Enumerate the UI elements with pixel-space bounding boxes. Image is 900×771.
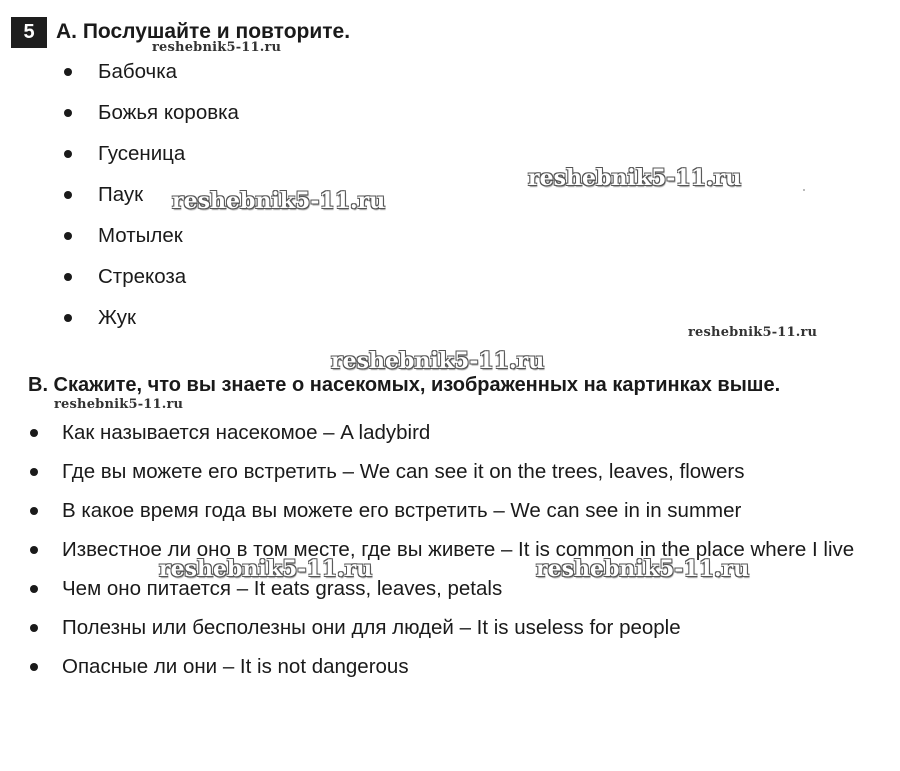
watermark: reshebnik5-11.ru [536, 556, 750, 582]
exercise-number-badge: 5 [11, 17, 47, 48]
list-item: Стрекоза [60, 265, 239, 306]
watermark: reshebnik5-11.ru [152, 40, 282, 55]
section-b-list [25, 413, 895, 686]
bullet-icon [64, 273, 72, 281]
watermark: reshebnik5-11.ru [172, 188, 386, 214]
list-item: В какое время года вы можете его встретить – We can see in in summer [25, 491, 895, 530]
watermark: reshebnik5-11.ru [528, 165, 742, 191]
bullet-icon [30, 663, 38, 671]
list-item: Мотылек [60, 224, 239, 265]
list-item: Бабочка [60, 60, 239, 101]
bullet-icon [30, 624, 38, 632]
section-a-heading: A. Послушайте и повторите. [56, 20, 351, 43]
watermark: reshebnik5-11.ru [331, 348, 545, 374]
bullet-icon [30, 546, 38, 554]
bullet-icon [64, 232, 72, 240]
list-item: Как называется насекомое – A ladybird [25, 413, 895, 452]
list-item: Где вы можете его встретить – We can see it on the trees, leaves, flowers [25, 452, 895, 491]
bullet-icon [64, 314, 72, 322]
list-item: Жук [60, 306, 239, 347]
list-item: Паук [60, 183, 239, 224]
watermark: reshebnik5-11.ru [54, 397, 184, 412]
bullet-icon [30, 585, 38, 593]
bullet-icon [30, 468, 38, 476]
section-b-heading: B. Скажите, что вы знаете о насекомых, изображенных на картинках выше. [28, 374, 781, 396]
bullet-icon [64, 109, 72, 117]
bullet-icon [30, 507, 38, 515]
list-item: Известное ли оно в том месте, где вы живете – It is common in the place where I live [25, 530, 895, 569]
list-item: Чем оно питается – It eats grass, leaves, petals [25, 569, 895, 608]
bullet-icon [64, 68, 72, 76]
bullet-icon [64, 150, 72, 158]
bullet-icon [30, 429, 38, 437]
scan-speck [803, 189, 805, 191]
bullet-icon [64, 191, 72, 199]
list-item: Полезны или бесполезны они для людей – It is useless for people [25, 608, 895, 647]
watermark: reshebnik5-11.ru [688, 325, 818, 340]
watermark: reshebnik5-11.ru [159, 556, 373, 582]
list-item: Опасные ли они – It is not dangerous [25, 647, 895, 686]
list-item: Божья коровка [60, 101, 239, 142]
section-a-list [60, 60, 239, 347]
list-item: Гусеница [60, 142, 239, 183]
